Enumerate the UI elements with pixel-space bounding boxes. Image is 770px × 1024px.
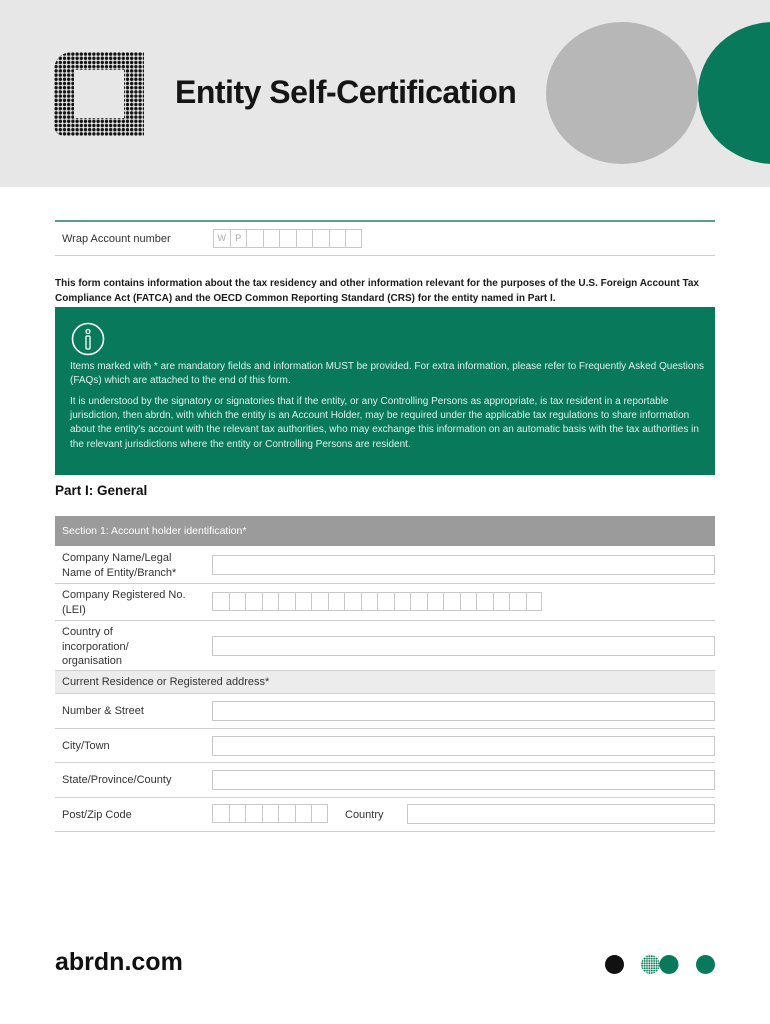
state-row bbox=[55, 763, 715, 798]
char-box[interactable] bbox=[263, 229, 280, 248]
country-label: Country bbox=[345, 809, 384, 821]
info-box bbox=[55, 307, 715, 475]
char-box[interactable] bbox=[229, 804, 246, 823]
city-row bbox=[55, 729, 715, 763]
postcode-label: Post/Zip Code bbox=[62, 809, 132, 821]
char-box[interactable] bbox=[344, 592, 361, 611]
char-box[interactable] bbox=[394, 592, 411, 611]
country-field[interactable] bbox=[407, 804, 715, 824]
company-name-label: Company Name/Legal Name of Entity/Branch* bbox=[62, 552, 177, 579]
footer-black-dot bbox=[605, 955, 624, 974]
char-box[interactable] bbox=[212, 592, 229, 611]
country-incorporation-row bbox=[55, 621, 715, 671]
lei-row bbox=[55, 584, 715, 621]
char-box[interactable] bbox=[296, 229, 313, 248]
char-box[interactable] bbox=[476, 592, 493, 611]
char-box[interactable] bbox=[229, 592, 246, 611]
char-box[interactable] bbox=[329, 229, 346, 248]
postcode-input[interactable] bbox=[212, 804, 328, 823]
postcode-row bbox=[55, 798, 715, 832]
state-field[interactable] bbox=[212, 770, 715, 790]
state-label: State/Province/County bbox=[62, 774, 172, 786]
char-box[interactable] bbox=[278, 804, 295, 823]
char-box[interactable] bbox=[311, 804, 328, 823]
char-box[interactable] bbox=[509, 592, 526, 611]
info-paragraph-mandatory: Items marked with * are mandatory fields and information MUST be provided. For extra information, please refer to Frequently Asked Questions (FAQs) which are attached to the end of this form. bbox=[70, 361, 704, 387]
footer-green-dot bbox=[696, 955, 715, 974]
char-box[interactable] bbox=[279, 229, 296, 248]
char-box[interactable] bbox=[246, 229, 263, 248]
section-header: Section 1: Account holder identification* bbox=[55, 516, 715, 546]
country-incorporation-field[interactable] bbox=[212, 636, 715, 656]
part-title: Part I: General bbox=[55, 483, 148, 498]
street-label: Number & Street bbox=[62, 705, 144, 717]
char-box[interactable] bbox=[345, 229, 362, 248]
city-field[interactable] bbox=[212, 736, 715, 756]
char-box[interactable] bbox=[311, 592, 328, 611]
char-box[interactable] bbox=[460, 592, 477, 611]
wrap-account-number-input[interactable] bbox=[213, 229, 362, 248]
char-box[interactable] bbox=[328, 592, 345, 611]
abrdn-logo-icon bbox=[54, 52, 144, 136]
info-paragraph-tax-sharing: It is understood by the signatory or signatories that if the entity, or any Controlling Persons as appropriate, is tax resident in a reportable jurisdiction, then abrdn, with which the entity is an Account Holder, may be required under the applicable tax regulations to share information about the entity's account with the relevant tax authorities, who may exchange this information on an automatic basis with the tax authorities in the relevant jurisdictions where the entity or Controlling Persons are resident. bbox=[70, 396, 699, 450]
char-box[interactable] bbox=[262, 592, 279, 611]
company-name-field[interactable] bbox=[212, 555, 715, 575]
char-box[interactable] bbox=[443, 592, 460, 611]
wrap-account-row bbox=[55, 220, 715, 256]
wrap-prefix-w: W bbox=[213, 229, 230, 248]
street-row bbox=[55, 694, 715, 729]
char-box[interactable] bbox=[295, 804, 312, 823]
info-icon bbox=[71, 322, 105, 356]
char-box[interactable] bbox=[245, 804, 262, 823]
char-box[interactable] bbox=[212, 804, 229, 823]
lei-label: Company Registered No. (LEI) bbox=[62, 589, 186, 616]
char-box[interactable] bbox=[361, 592, 378, 611]
char-box[interactable] bbox=[493, 592, 510, 611]
header-banner bbox=[0, 0, 770, 187]
lei-input[interactable] bbox=[212, 592, 542, 611]
city-label: City/Town bbox=[62, 740, 110, 752]
char-box[interactable] bbox=[312, 229, 329, 248]
char-box[interactable] bbox=[295, 592, 312, 611]
country-incorporation-label: Country of incorporation/ organisation bbox=[62, 626, 129, 668]
decorative-grey-circle bbox=[546, 22, 698, 164]
wrap-account-label: Wrap Account number bbox=[62, 233, 171, 245]
decorative-green-circle bbox=[698, 22, 770, 164]
char-box[interactable] bbox=[278, 592, 295, 611]
street-field[interactable] bbox=[212, 701, 715, 721]
char-box[interactable] bbox=[262, 804, 279, 823]
address-subheader: Current Residence or Registered address* bbox=[55, 671, 715, 694]
company-name-row bbox=[55, 546, 715, 584]
intro-text: This form contains information about the tax residency and other information relevant for the purposes of the U.S. Foreign Account Tax Compliance Act (FATCA) and the OECD Common Reporting Standard (CRS) for the entity named in Part I. bbox=[55, 278, 699, 304]
char-box[interactable] bbox=[526, 592, 543, 611]
char-box[interactable] bbox=[377, 592, 394, 611]
char-box[interactable] bbox=[410, 592, 427, 611]
char-box[interactable] bbox=[245, 592, 262, 611]
wrap-prefix-p: P bbox=[230, 229, 247, 248]
footer-dotted-pair-icon bbox=[641, 955, 681, 974]
char-box[interactable] bbox=[427, 592, 444, 611]
footer-url[interactable]: abrdn.com bbox=[55, 948, 183, 976]
page-title: Entity Self-Certification bbox=[175, 74, 517, 110]
